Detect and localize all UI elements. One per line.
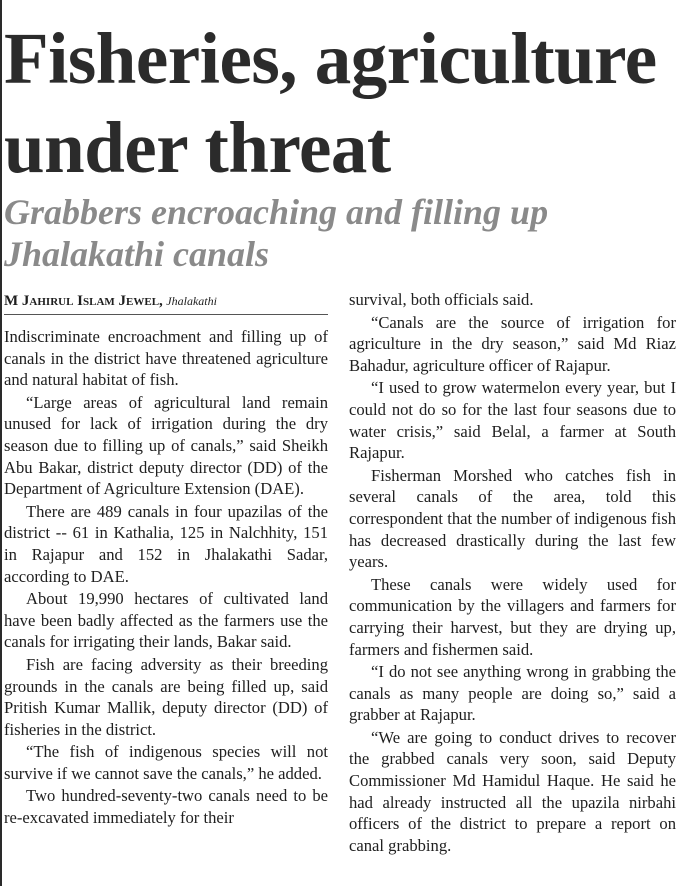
paragraph: “Large areas of agricultural land remain unused for lack of irrigation during the dry season due to filling up of canals,” said Sheikh Abu Bakar, district deputy director (DD) of the Department of Agriculture Extension (DAE). <box>4 392 328 499</box>
paragraph: Two hundred-seventy-two canals need to be re-excavated immediately for their <box>4 786 328 828</box>
byline <box>4 292 328 315</box>
paragraph: survival, both officials said. <box>349 290 534 309</box>
paragraph: Fisherman Morshed who catches fish in several canals of the area, told this correspondent that the number of indigenous fish has decreased drastically during the last few years. <box>349 465 676 572</box>
headline: Fisheries, agriculture under threat <box>4 18 657 188</box>
paragraph: Indiscriminate encroachment and filling up of canals in the district have threatened agriculture and natural habitat of fish. <box>4 327 328 390</box>
byline-location: Jhalakathi <box>166 294 217 308</box>
subheadline: Grabbers encroaching and filling up Jhalakathi canals <box>4 192 549 274</box>
byline-author: M Jahirul Islam Jewel, <box>4 293 163 309</box>
paragraph: These canals were widely used for communication by the villagers and farmers for carrying their harvest, but they are drying up, farmers and fishermen said. <box>349 574 676 659</box>
article-column-left <box>4 326 328 830</box>
paragraph: “Canals are the source of irrigation for agriculture in the dry season,” said Md Riaz Bahadur, agriculture officer of Rajapur. <box>349 312 676 375</box>
paragraph: “I do not see anything wrong in grabbing the canals as many people are doing so,” said a grabber at Rajapur. <box>349 662 676 725</box>
paragraph: There are 489 canals in four upazilas of the district -- 61 in Kathalia, 125 in Nalchhity, 151 in Rajapur and 152 in Jhalakathi Sadar, according to DAE. <box>4 501 328 586</box>
paragraph: “I used to grow watermelon every year, but I could not do so for the last four seasons due to water crisis,” said Belal, a farmer at South Rajapur. <box>349 378 676 463</box>
column-rule <box>0 0 2 886</box>
paragraph: About 19,990 hectares of cultivated land have been badly affected as the farmers use the canals for irrigating their lands, Bakar said. <box>4 589 328 652</box>
paragraph: “The fish of indigenous species will not survive if we cannot save the canals,” he added. <box>4 742 328 783</box>
paragraph: “We are going to conduct drives to recover the grabbed canals very soon, said Deputy Commissioner Md Hamidul Haque. He said he had already instructed all the upazila nirbahi officers of the district to prepare a report on canal grabbing. <box>349 727 676 855</box>
article-column-right <box>349 289 676 857</box>
paragraph: Fish are facing adversity as their breeding grounds in the canals are being filled up, said Pritish Kumar Mallik, deputy director (DD) of fisheries in the district. <box>4 654 328 739</box>
